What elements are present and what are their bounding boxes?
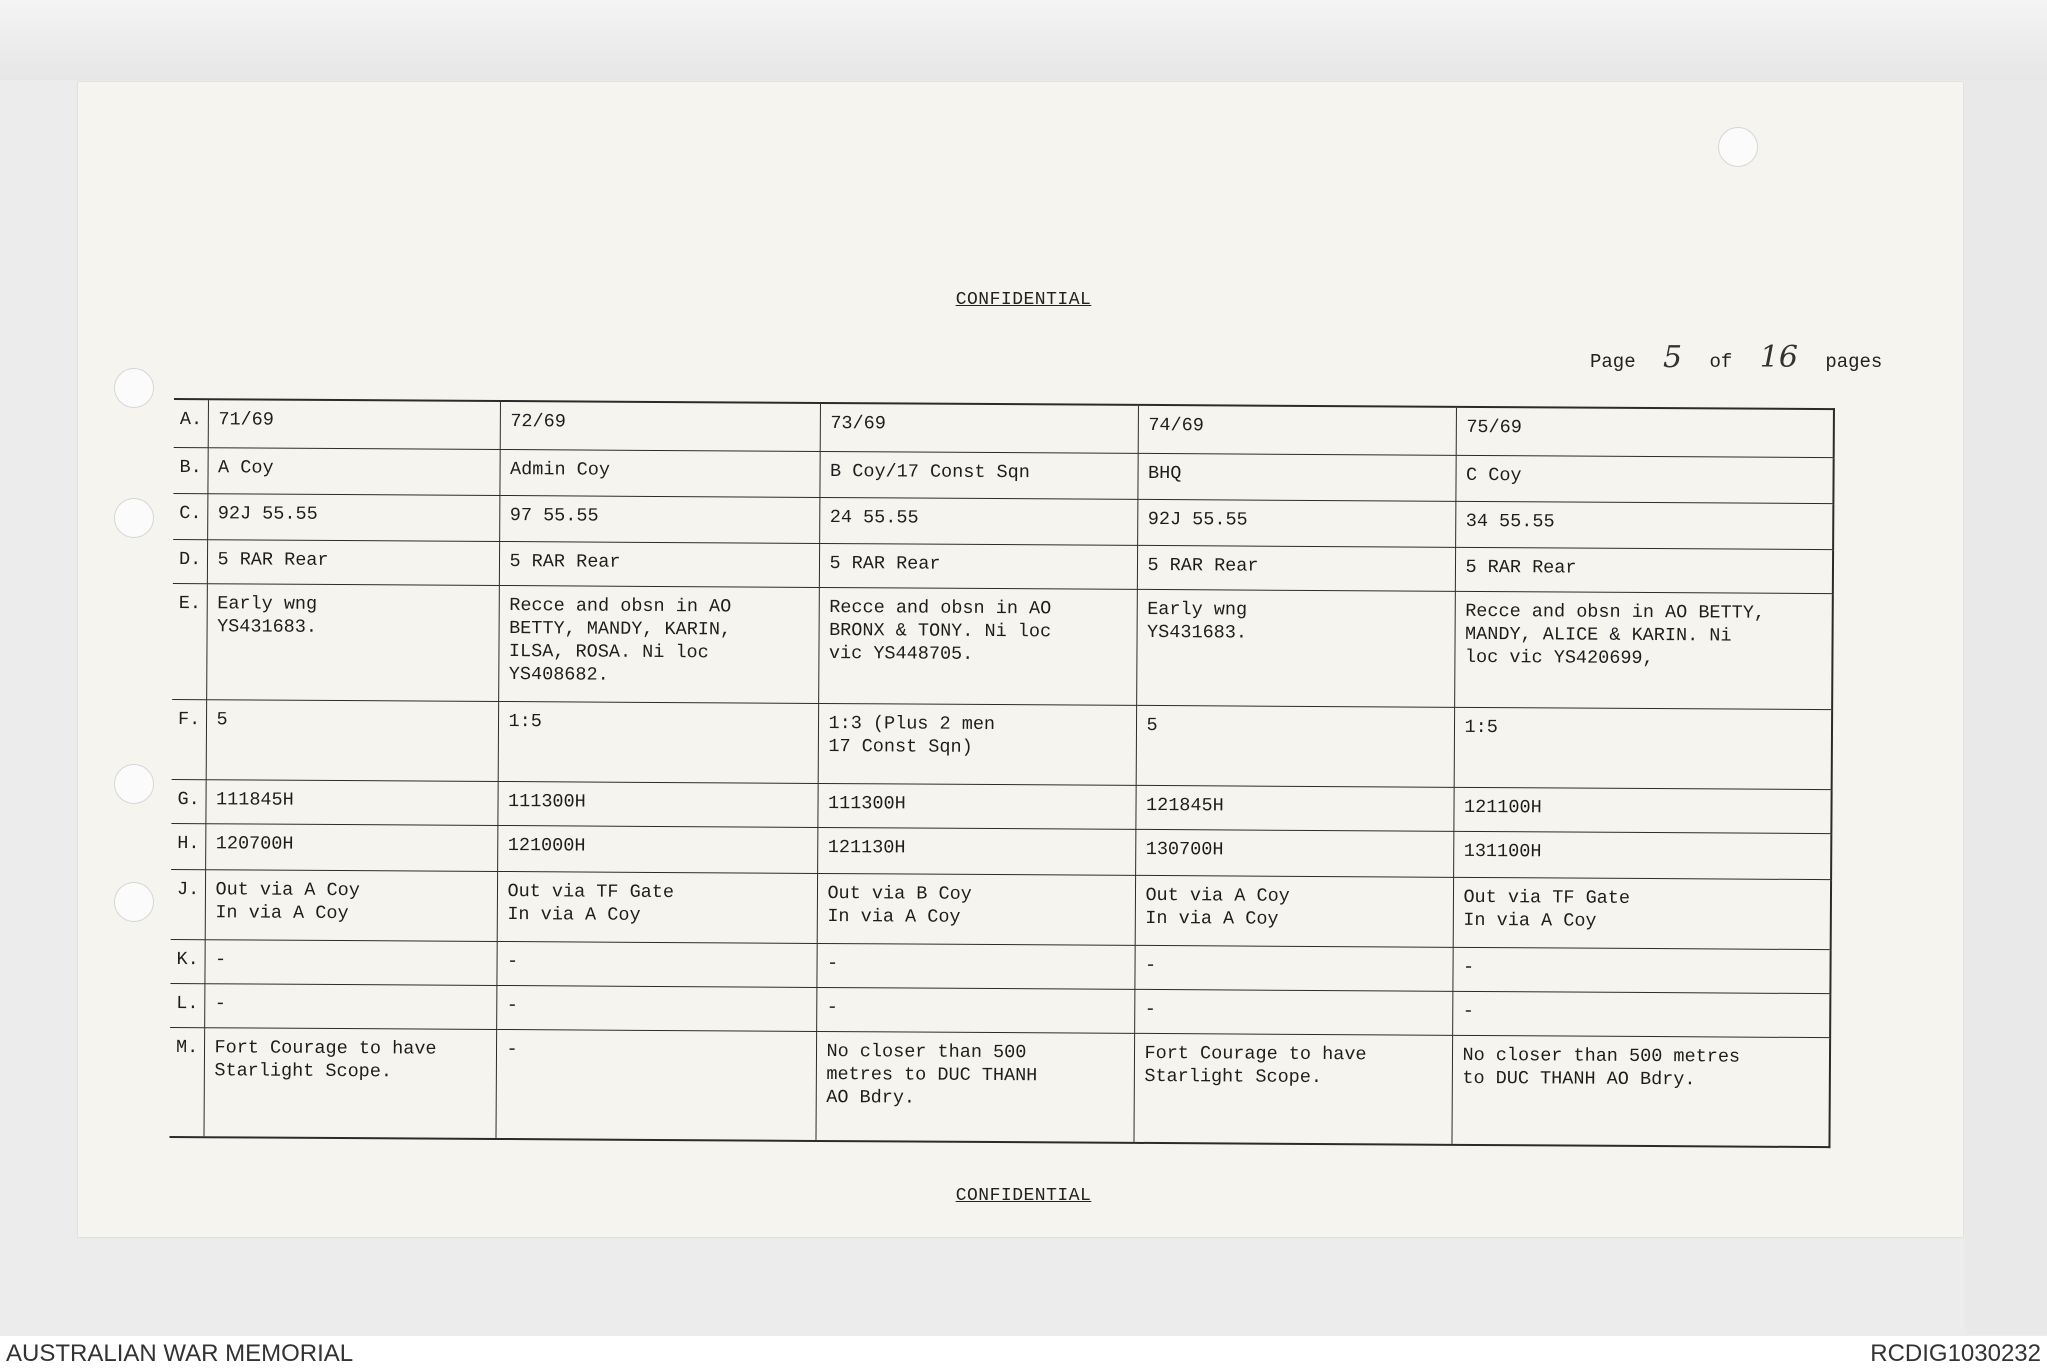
table-cell: No closer than 500 metres to DUC THANH AO Bdry. xyxy=(815,1031,1134,1143)
table-cell: - xyxy=(204,939,496,985)
table-cell: 5 xyxy=(1136,705,1454,787)
scan-background-top xyxy=(0,0,2047,80)
table-cell: Early wng YS431683. xyxy=(206,583,499,701)
row-label: M. xyxy=(169,1027,204,1137)
table-cell: 111300H xyxy=(497,781,817,827)
table-cell: 111300H xyxy=(817,783,1135,829)
table-cell: - xyxy=(1452,947,1830,993)
table-cell: Fort Courage to have Starlight Scope. xyxy=(203,1027,496,1139)
classification-footer: CONFIDENTIAL xyxy=(955,1186,1092,1206)
table-cell: - xyxy=(496,941,816,987)
table-cell: 111845H xyxy=(205,779,497,825)
table-cell: Out via A Coy In via A Coy xyxy=(205,869,497,941)
table-cell: - xyxy=(496,985,816,1031)
scan-footer-bar xyxy=(0,1336,2047,1371)
table-cell: Admin Coy xyxy=(499,449,819,497)
table-cell: BHQ xyxy=(1137,453,1455,501)
table-cell: - xyxy=(1134,989,1452,1035)
table-cell: 1:5 xyxy=(1454,707,1832,789)
table-cell: 131100H xyxy=(1453,831,1831,879)
table-cell: Recce and obsn in AO BRONX & TONY. Ni loc vic YS448705. xyxy=(818,587,1137,705)
row-label: F. xyxy=(172,699,206,779)
table-cell: 5 RAR Rear xyxy=(819,543,1137,589)
table-cell: 74/69 xyxy=(1138,405,1456,455)
row-label: G. xyxy=(171,779,205,823)
page-number xyxy=(1590,340,1882,375)
row-label: L. xyxy=(170,983,204,1027)
row-label: B. xyxy=(173,447,207,493)
page-label: Page xyxy=(1590,351,1636,373)
table-cell: 72/69 xyxy=(500,401,820,451)
page-of-label: of xyxy=(1709,351,1733,373)
archive-id: RCDIG1030232 xyxy=(1870,1340,2041,1367)
table-cell: 121130H xyxy=(817,827,1135,875)
table-cell: 5 RAR Rear xyxy=(1455,547,1833,593)
table-cell: B Coy/17 Const Sqn xyxy=(819,451,1137,499)
table-cell: - xyxy=(495,1029,816,1141)
table-cell: Fort Courage to have Starlight Scope. xyxy=(1133,1033,1452,1145)
table-cell: A Coy xyxy=(207,447,499,495)
row-label: C. xyxy=(173,493,207,539)
scan-background-right xyxy=(1965,80,2047,1335)
table-cell: Out via TF Gate In via A Coy xyxy=(497,871,817,943)
row-label: K. xyxy=(170,939,204,983)
table-cell: 92J 55.55 xyxy=(1137,499,1455,547)
table-cell: 92J 55.55 xyxy=(207,493,499,541)
table-cell: 1:5 xyxy=(498,701,818,783)
table-cell: Early wng YS431683. xyxy=(1136,589,1455,707)
table-cell: C Coy xyxy=(1455,455,1833,503)
punch-hole xyxy=(114,882,154,922)
table-cell: - xyxy=(1134,945,1452,991)
classification-header: CONFIDENTIAL xyxy=(955,290,1092,310)
page-suffix: pages xyxy=(1825,351,1883,373)
page-total: 16 xyxy=(1759,340,1798,375)
table-cell: 121100H xyxy=(1453,787,1831,833)
table-row xyxy=(172,699,1832,789)
row-label: H. xyxy=(171,823,205,869)
table-cell: 5 xyxy=(206,699,498,781)
row-label: D. xyxy=(173,539,207,583)
table-cell: Recce and obsn in AO BETTY, MANDY, ALICE & KARIN. Ni loc vic YS420699, xyxy=(1454,591,1833,709)
table-row xyxy=(171,869,1831,949)
table-cell: 130700H xyxy=(1135,829,1453,877)
table-cell: 75/69 xyxy=(1456,407,1834,457)
table-cell: 121000H xyxy=(497,825,817,873)
table-cell: 5 RAR Rear xyxy=(499,541,819,587)
table-cell: 97 55.55 xyxy=(499,495,819,543)
punch-hole xyxy=(1718,127,1758,167)
page-current: 5 xyxy=(1663,340,1683,375)
table-cell: 1:3 (Plus 2 men 17 Const Sqn) xyxy=(818,703,1136,785)
punch-hole xyxy=(114,498,154,538)
punch-hole xyxy=(114,764,154,804)
table-cell: Out via TF Gate In via A Coy xyxy=(1453,877,1831,949)
row-label: A. xyxy=(174,399,208,447)
row-label: J. xyxy=(171,869,205,939)
table-cell: - xyxy=(816,943,1134,989)
table-cell: - xyxy=(1452,991,1830,1037)
table-row xyxy=(172,583,1833,709)
table-cell: 24 55.55 xyxy=(819,497,1137,545)
table-cell: - xyxy=(204,983,496,1029)
table-cell: Out via A Coy In via A Coy xyxy=(1135,875,1453,947)
table-cell: 71/69 xyxy=(208,399,500,449)
table-cell: 120700H xyxy=(205,823,497,871)
table-cell: - xyxy=(816,987,1134,1033)
table-cell: 73/69 xyxy=(820,403,1138,453)
punch-hole xyxy=(114,368,154,408)
table-cell: 5 RAR Rear xyxy=(207,539,499,585)
table-cell: Out via B Coy In via A Coy xyxy=(817,873,1135,945)
row-label: E. xyxy=(172,583,207,699)
table-cell: Recce and obsn in AO BETTY, MANDY, KARIN, ILSA, ROSA. Ni loc YS408682. xyxy=(498,585,819,703)
table-cell: 5 RAR Rear xyxy=(1137,545,1455,591)
archive-name: AUSTRALIAN WAR MEMORIAL xyxy=(6,1340,354,1367)
table-row xyxy=(169,1027,1830,1147)
task-table xyxy=(169,398,1834,1148)
table-cell: No closer than 500 metres to DUC THANH AO Bdry. xyxy=(1451,1035,1830,1147)
table-cell: 121845H xyxy=(1135,785,1453,831)
table-cell: 34 55.55 xyxy=(1455,501,1833,549)
